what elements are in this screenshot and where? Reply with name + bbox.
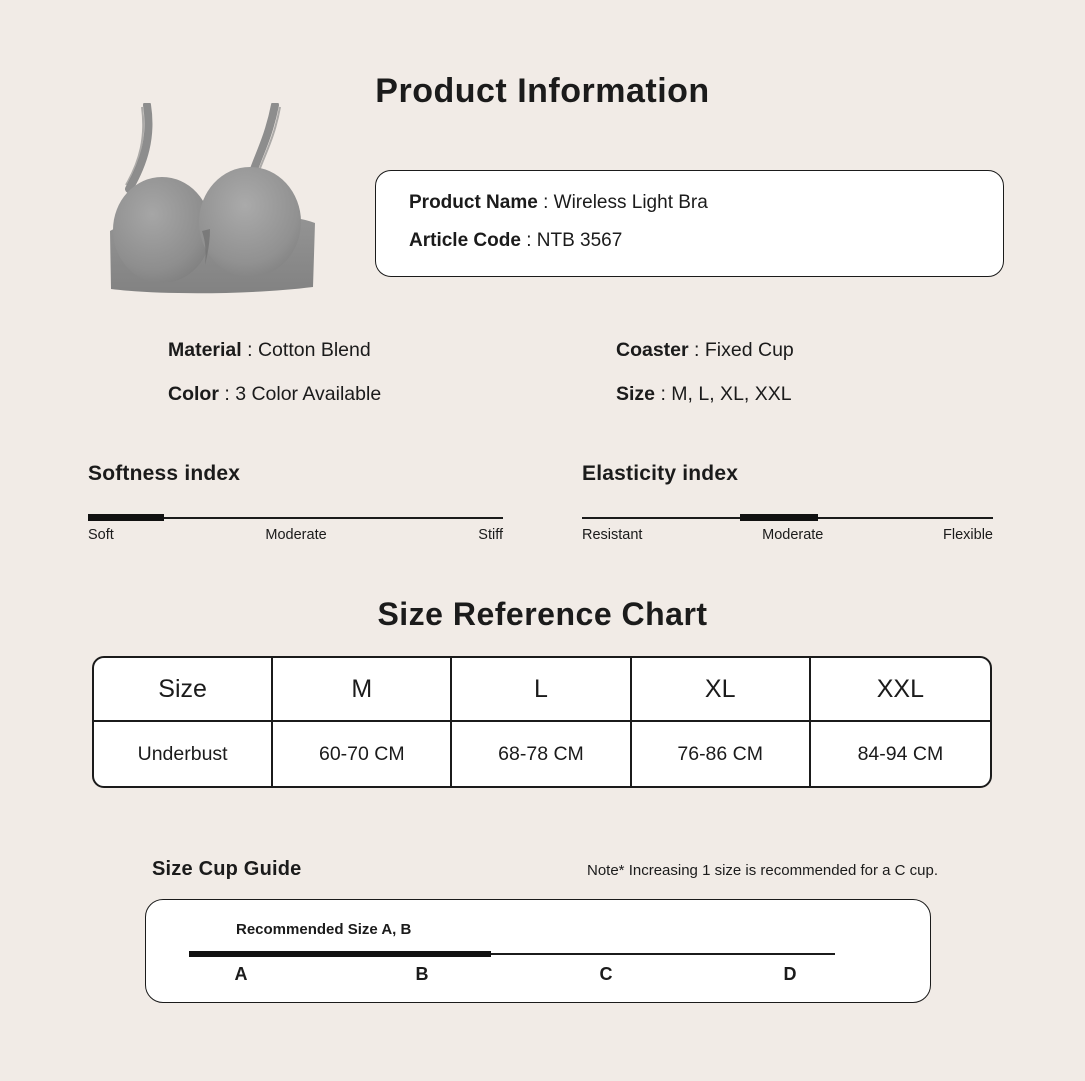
table-header-size: Size — [94, 658, 273, 722]
size-reference-table — [92, 656, 992, 788]
article-code-line: Article Code : NTB 3567 — [409, 230, 623, 251]
softness-index — [88, 462, 503, 543]
table-cell-xxl-range: 84-94 CM — [857, 742, 944, 765]
cup-guide-recommended-label: Recommended Size A, B — [236, 921, 412, 938]
bra-cup-right — [199, 167, 301, 277]
product-info-box — [375, 170, 1004, 277]
product-name-value: Wireless Light Bra — [553, 192, 708, 213]
elasticity-label-flexible: Flexible — [943, 527, 993, 543]
spec-coaster: Coaster : Fixed Cup — [616, 339, 794, 361]
elasticity-index-labels — [582, 527, 993, 543]
cup-letter-c: C — [599, 964, 613, 984]
cup-guide-box — [145, 899, 931, 1003]
softness-index-title: Softness index — [88, 462, 241, 485]
article-code-label: Article Code — [409, 230, 521, 251]
softness-label-moderate: Moderate — [265, 527, 327, 543]
softness-index-marker — [88, 514, 164, 521]
elasticity-index-title: Elasticity index — [582, 462, 739, 485]
bra-cup-left — [113, 177, 211, 283]
cup-guide-note: Note* Increasing 1 size is recommended for a C cup. — [587, 862, 938, 879]
table-cell-underbust: Underbust — [94, 722, 273, 786]
article-code-value: NTB 3567 — [536, 230, 623, 251]
table-cell-xl-range: 76-86 CM — [632, 722, 811, 786]
bra-strap-left — [129, 105, 148, 189]
elasticity-label-moderate: Moderate — [762, 527, 824, 543]
softness-index-labels — [88, 527, 503, 543]
elasticity-index — [582, 462, 993, 543]
cup-guide-track — [189, 950, 835, 958]
softness-label-stiff: Stiff — [478, 527, 503, 543]
cup-letter-a: A — [234, 964, 248, 984]
size-chart-title: Size Reference Chart — [377, 596, 708, 632]
spec-material: Material : Cotton Blend — [168, 339, 371, 361]
table-cell-l-range: 68-78 CM — [452, 722, 631, 786]
cup-guide-marker — [189, 951, 491, 957]
softness-index-track — [88, 513, 503, 521]
cup-letter-b: B — [415, 964, 429, 984]
table-header-l: L — [452, 658, 631, 722]
cup-letter-d: D — [783, 964, 797, 984]
elasticity-label-resistant: Resistant — [582, 527, 643, 543]
product-name-label: Product Name — [409, 192, 538, 213]
table-header-xl: XL — [632, 658, 811, 722]
softness-label-soft: Soft — [88, 527, 114, 543]
table-header-m: M — [273, 658, 452, 722]
page-title: Product Information — [375, 72, 710, 110]
spec-size: Size : M, L, XL, XXL — [616, 383, 792, 405]
elasticity-index-track — [582, 513, 993, 521]
product-name-line: Product Name : Wireless Light Bra — [409, 192, 708, 213]
table-cell-m-range: 60-70 CM — [273, 722, 452, 786]
spec-color: Color : 3 Color Available — [168, 383, 382, 405]
elasticity-index-marker — [740, 514, 818, 521]
bra-product-image — [98, 103, 326, 299]
table-header-xxl: XXL — [811, 658, 990, 722]
cup-guide-title: Size Cup Guide — [152, 858, 302, 880]
